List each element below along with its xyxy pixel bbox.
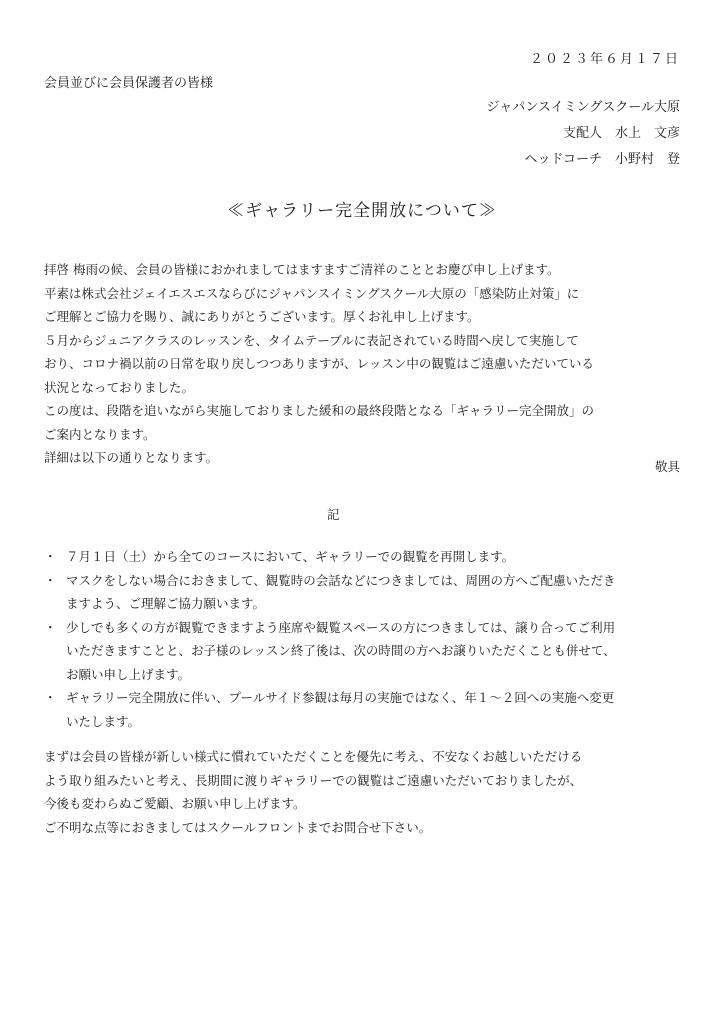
- body-line: この度は、段階を追いながら実施しておりました緩和の最終段階となる「ギャラリー完全開放」の: [44, 403, 595, 418]
- closing-line: まずは会員の皆様が新しい様式に慣れていただくことを優先に考え、不安なくお越しいただける: [44, 749, 583, 764]
- document-date: ２０２３年６月１７日: [529, 52, 680, 67]
- body-line: ご理解とご協力を賜り、誠にありがとうございます。厚くお礼申し上げます。: [44, 309, 480, 324]
- list-item: [44, 545, 684, 569]
- closing-line: よう取り組みたいと考え、長期間に渡りギャラリーでの観覧はご遠慮いただいておりましたが、: [44, 772, 583, 788]
- list-item-line: いたします。: [66, 713, 141, 729]
- bullet-marker: ・: [44, 690, 57, 705]
- sender-manager: 支配人 水上 文彦: [562, 126, 680, 141]
- list-item-line: いただきますことと、お子様のレッスン終了後は、次の時間の方へお譲りいただくことも併せて、: [66, 643, 616, 658]
- list-item: [44, 569, 684, 616]
- list-item-line: マスクをしない場合におきまして、観覧時の会話などにつきましては、周囲の方へご配慮いただき: [66, 572, 616, 588]
- bullet-marker: ・: [44, 549, 57, 564]
- closing-line: 今後も変わらぬご愛顧、お願い申し上げます。: [44, 796, 306, 811]
- closing-text: [44, 745, 684, 839]
- list-item-line: ますよう、ご理解ご協力願います。: [66, 596, 266, 611]
- bullet-marker: ・: [44, 572, 57, 588]
- body-line: 詳細は以下の通りとなります。: [44, 450, 219, 465]
- list-item: [44, 616, 684, 687]
- ki-heading: 記: [327, 507, 340, 522]
- body-text: [44, 258, 684, 470]
- list-item-line: お願い申し上げます。: [66, 666, 191, 682]
- body-line: 状況となっておりました。: [44, 379, 195, 395]
- bullet-marker: ・: [44, 619, 57, 635]
- list-item-line: ギャラリー完全開放に伴い、プールサイド参観は毎月の実施ではなく、年１～２回への実施へ変更: [66, 690, 615, 705]
- closing-salutation: 敬具: [654, 459, 680, 474]
- list-item-line: ７月１日（土）から全てのコースにおいて、ギャラリーでの観覧を再開します。: [66, 549, 515, 564]
- body-line: ５月からジュニアクラスのレッスンを、タイムテーブルに表記されている時間へ戻して実施して: [44, 332, 579, 348]
- body-line: おり、コロナ禍以前の日常を取り戻しつつありますが、レッスン中の観覧はご遠慮いただいている: [44, 356, 594, 371]
- addressee: 会員並びに会員保護者の皆様: [44, 76, 214, 91]
- details-list: [44, 545, 684, 733]
- sender-head-coach: ヘッドコーチ 小野村 登: [524, 152, 680, 167]
- body-line: ご案内となります。: [44, 426, 156, 442]
- sender-organization: ジャパンスイミングスクール大原: [486, 100, 680, 115]
- list-item: [44, 686, 684, 733]
- body-line: 平素は株式会社ジェイエスエスならびにジャパンスイミングスクール大原の「感染防止対策」に: [44, 285, 580, 301]
- document-title: ≪ギャラリー完全開放について≫: [227, 201, 497, 221]
- list-item-line: 少しでも多くの方が観覧できますよう座席や観覧スペースの方につきましては、譲り合ってご利用: [66, 619, 616, 635]
- closing-line: ご不明な点等におきましてはスクールフロントまでお問合せ下さい。: [44, 819, 432, 835]
- body-line: 拝啓 梅雨の候、会員の皆様におかれましてはますますご清祥のこととお慶び申し上げます。: [44, 262, 560, 277]
